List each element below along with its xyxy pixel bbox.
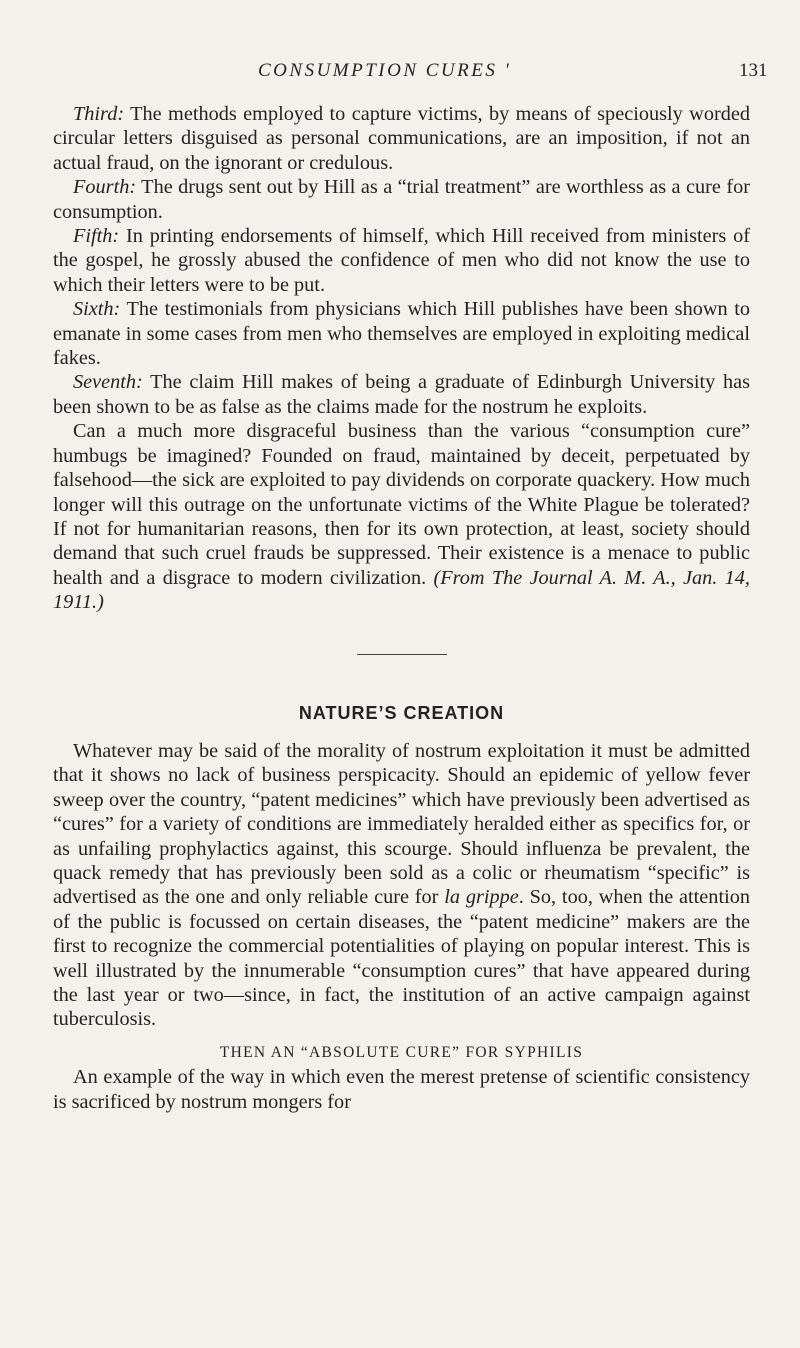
finding-text: In printing endorsements of himself, which Hill received from ministers of the gospel, he grossly abused the confidence of men who did not know the use to which their letters were to be put. (53, 225, 750, 296)
finding-paragraph-sixth (53, 297, 750, 370)
section-divider (357, 654, 447, 655)
final-paragraph (53, 1065, 750, 1114)
page-number: 131 (739, 60, 768, 81)
section-paragraph (53, 739, 750, 1032)
finding-paragraph-third (53, 102, 750, 175)
section-text-part1: Whatever may be said of the morality of nostrum exploitation it must be admitted that it shows no lack of business perspicacity. Should an epidemic of yellow fever sweep over the country, “patent medicines” which have previously been advertised as “cures” for a variety of conditions are immediately heralded either as specifics for, or as unfailing prophylactics against, this scourge. Should influenza be prevalent, the quack remedy that has previously been sold as a colic or rheumatism “specific” is advertised as the one and only reliable cure for (53, 739, 750, 909)
running-head: CONSUMPTION CURES ' (258, 60, 512, 81)
finding-paragraph-seventh (53, 370, 750, 419)
finding-text: The claim Hill makes of being a graduate of Edinburgh University has been shown to be as false as the claims made for the nostrum he exploits. (53, 371, 750, 418)
finding-text: The drugs sent out by Hill as a “trial treatment” are worthless as a cure for consumption. (53, 176, 750, 223)
finding-paragraph-fourth (53, 175, 750, 224)
finding-lead: Fifth: (73, 225, 120, 248)
sub-heading: THEN AN “ABSOLUTE CURE” FOR SYPHILIS (219, 1043, 584, 1061)
finding-lead: Seventh: (73, 371, 143, 394)
finding-lead: Fourth: (73, 176, 137, 199)
finding-text: The testimonials from physicians which Hill publishes have been shown to emanate in some cases from men who themselves are employed in exploiting medical fakes. (53, 298, 750, 370)
conclusion-paragraph (53, 419, 750, 614)
finding-lead: Third: (73, 103, 125, 125)
section-text-italic: la grippe (444, 886, 519, 909)
section-text-part2: . So, too, when the attention of the public is focussed on certain diseases, the “patent medicine” makers are the first to recognize the commercial potentialities of playing on popular interest. This is well illustrated by the innumerable “consumption cures” that have appeared during the last year or two—since, in fact, the institution of an active campaign against tuberculosis. (53, 886, 751, 1031)
conclusion-text: Can a much more disgraceful business than the various “consumption cure” humbugs be imagined? Founded on fraud, maintained by deceit, perpetuated by falsehood—the sick are exploited to pay dividends on corporate quackery. How much longer will this outrage on the unfortunate victims of the White Plague be tolerated? If not for humanitarian reasons, then for its own protection, at least, society should demand that such cruel frauds be suppressed. Their existence is a menace to public health and a disgrace to modern civilization. (53, 420, 750, 589)
finding-paragraph-fifth (53, 224, 750, 297)
finding-text: The methods employed to capture victims, by means of speciously worded circular letters disguised as personal communications, are an imposition, if not an actual fraud, on the ignorant or credulous. (53, 103, 750, 174)
citation: (From The Journal A. M. A., Jan. 14, 1911.) (53, 566, 750, 614)
section-heading: NATURE’S CREATION (298, 702, 505, 723)
finding-lead: Sixth: (73, 298, 121, 321)
page-body (53, 102, 750, 1114)
final-text: An example of the way in which even the merest pretense of scientific consistency is sacrificed by nostrum mongers for (53, 1066, 750, 1113)
